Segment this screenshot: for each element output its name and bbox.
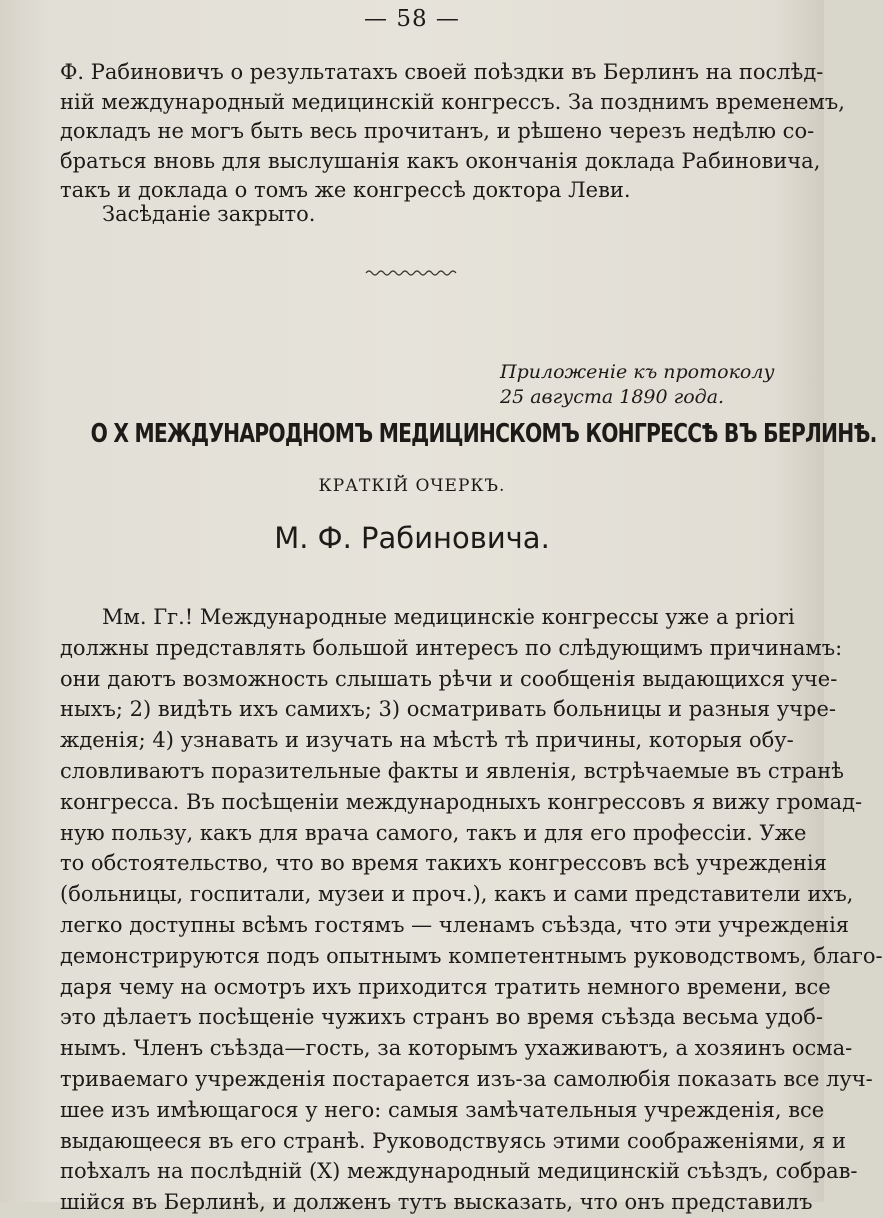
text-line: это дѣлаетъ посѣщенiе чужихъ странъ во время съѣзда весьма удоб- — [60, 1005, 823, 1030]
text-line: демонстрируются подъ опытнымъ компетентнымъ руководствомъ, благо- — [60, 943, 883, 968]
text-line: ныхъ; 2) видѣть ихъ самихъ; 3) осматривать больницы и разныя учре- — [60, 697, 836, 722]
text-line: нымъ. Членъ съѣзда—гость, за которымъ ухаживаютъ, а хозяинъ осма- — [60, 1036, 853, 1061]
text-line: они даютъ возможность слышать рѣчи и сообщенiя выдающихся уче- — [60, 666, 838, 691]
appendix-note — [500, 360, 774, 410]
text-line: ную пользу, какъ для врача самого, такъ и для его профессiи. Уже — [60, 820, 807, 845]
appendix-line: 25 августа 1890 года. — [500, 386, 725, 408]
text-line: браться вновь для выслушанiя какъ окончанiя доклада Рабиновича, — [60, 148, 821, 173]
text-line: жденiя; 4) узнавать и изучать на мѣстѣ тѣ причины, которыя обу- — [60, 728, 794, 753]
text-line: выдающееся въ его странѣ. Руководствуясь этими соображенiями, я и — [60, 1128, 846, 1153]
body-paragraph — [60, 602, 883, 1218]
article-author: М. Ф. Рабиновича. — [274, 521, 550, 555]
text-line: легко доступны всѣмъ гостямъ — членамъ съѣзда, что эти учрежденiя — [60, 912, 850, 937]
text-line: шее изъ имѣющагося у него: самыя замѣчательныя учрежденiя, все — [60, 1097, 825, 1122]
text-line: такъ и доклада о томъ же конгрессѣ доктора Леви. — [60, 178, 631, 202]
text-line: (больницы, госпитали, музеи и проч.), какъ и сами представители ихъ, — [60, 882, 854, 907]
text-line: поѣхалъ на послѣднiй (X) международный медицинскiй съѣздъ, собрав- — [60, 1159, 858, 1184]
text-line: шiйся въ Берлинѣ, и долженъ тутъ высказать, что онъ представилъ — [60, 1190, 813, 1215]
text-line: должны представлять большой интересъ по слѣдующимъ причинамъ: — [60, 635, 843, 660]
decorative-separator — [366, 268, 458, 278]
text-line: нiй международный медицинскiй конгрессъ. За позднимъ временемъ, — [60, 89, 845, 114]
text-line: докладъ не могъ быть весь прочитанъ, и рѣшено черезъ недѣлю со- — [60, 119, 815, 143]
text-line: то обстоятельство, что во время такихъ конгрессовъ всѣ учрежденiя — [60, 851, 827, 876]
text-line: конгресса. Въ посѣщенiи международныхъ конгрессовъ я вижу громад- — [60, 789, 863, 814]
article-title: О X МЕЖДУНАРОДНОМЪ МЕДИЦИНСКОМЪ КОНГРЕССѢ ВЪ БЕРЛИНѢ. — [90, 419, 877, 449]
article-subtitle: КРАТКIЙ ОЧЕРКЪ. — [318, 476, 506, 496]
text-line: Ф. Рабиновичъ о результатахъ своей поѣздки въ Берлинъ на послѣд- — [60, 60, 824, 84]
appendix-line: Приложенiе къ протоколу — [500, 361, 775, 383]
text-line: Мм. Гг.! Международные медицинскiе конгрессы уже a priori — [102, 605, 795, 629]
text-line: словливаютъ поразительные факты и явленiя, встрѣчаемые въ странѣ — [60, 758, 844, 783]
text-line: даря чему на осмотръ ихъ приходится тратить немного времени, все — [60, 974, 831, 999]
session-closed-text: Засѣданiе закрыто. — [102, 202, 316, 226]
top-paragraph — [60, 58, 845, 206]
page-number: — 58 — — [364, 6, 460, 32]
text-line: триваемаго учрежденiя постарается изъ-за самолюбiя показать все луч- — [60, 1066, 873, 1091]
